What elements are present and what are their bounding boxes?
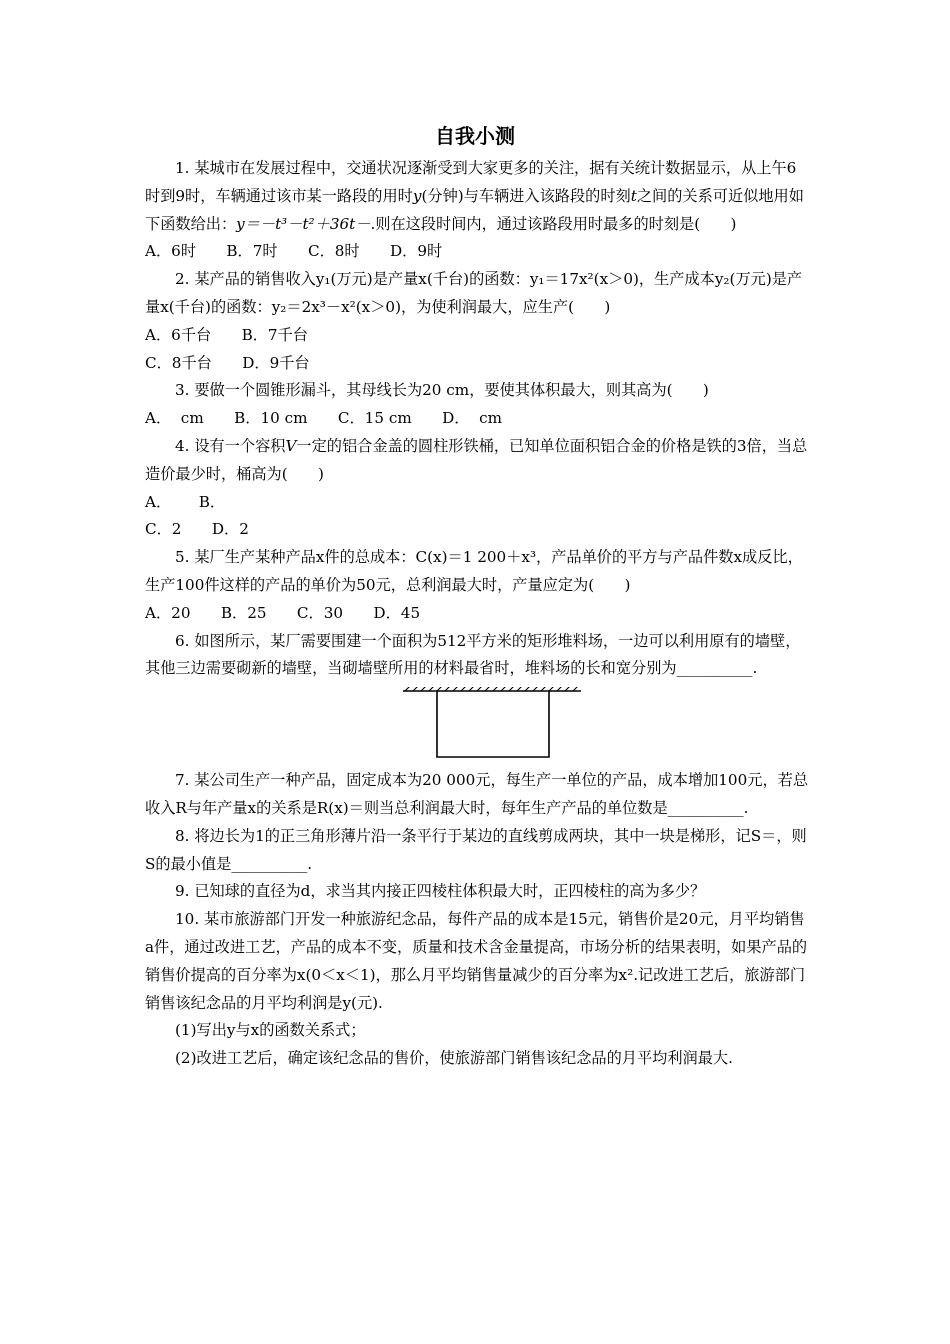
question-4-text-a: 4. 设有一个容积 xyxy=(175,436,286,455)
question-1-options: A．6时 B．7时 C．8时 D．9时 xyxy=(145,242,443,261)
new-walls-rectangle xyxy=(437,691,549,757)
question-2-options-row-1: A．6千台 B．7千台 xyxy=(145,325,308,344)
wall-rectangle-diagram xyxy=(403,687,583,761)
question-7: 7. 某公司生产一种产品，固定成本为20 000元，每生产一单位的产品，成本增加100元，若总收入R与年产量x的关系是R(x)＝则当总利润最大时，每年生产产品的单位数是__________. xyxy=(145,771,809,817)
question-9: 9. 已知球的直径为d，求当其内接正四棱柱体积最大时，正四棱柱的高为多少？ xyxy=(175,882,706,901)
question-list xyxy=(145,155,810,1073)
question-1-text-a: 1. 某城市在发展过程中，交通状况逐渐受到大家更多的关注，据有关统计数据显示，从上午6时到9时，车辆通过该市某一路段的用时 xyxy=(145,159,797,205)
question-1-text-d: .则在这段时间内，通过该路段用时最多的时刻是( ) xyxy=(370,214,737,233)
question-1-text-b: (分钟)与车辆进入该路段的时刻 xyxy=(421,186,631,205)
question-5-options: A．20 B．25 C．30 D．45 xyxy=(145,603,421,622)
question-6: 6. 如图所示，某厂需要围建一个面积为512平方米的矩形堆料场，一边可以利用原有的墙壁，其他三边需要砌新的墙壁，当砌墙壁所用的材料最省时，堆料场的长和宽分别为__________. xyxy=(145,631,801,678)
question-1-var-y: y xyxy=(412,186,422,205)
question-4-options-row-2: C．2 D．2 xyxy=(145,520,249,539)
question-4 xyxy=(145,433,810,489)
question-1 xyxy=(145,155,810,238)
question-10-part-2: (2)改进工艺后，确定该纪念品的售价，使旅游部门销售该纪念品的月平均利润最大. xyxy=(175,1049,733,1068)
question-2: 2. 某产品的销售收入y₁(万元)是产量x(千台)的函数：y₁＝17x²(x＞0)，生产成本y₂(万元)是产量x(千台)的函数：y₂＝2x³－x²(x＞0)，为使利润最大，应生产( ) xyxy=(145,270,803,316)
question-5: 5. 某厂生产某种产品x件的总成本：C(x)＝1 200＋x³，产品单价的平方与产品件数x成反比，生产100件这样的产品的单价为50元，总利润最大时，产量应定为( ) xyxy=(145,548,803,594)
question-1-formula: y＝－t³－t²＋36t－ xyxy=(236,214,371,233)
question-10: 10. 某市旅游部门开发一种旅游纪念品，每件产品的成本是15元，销售价是20元，月平均销售a件，通过改进工艺，产品的成本不变，质量和技术含金量提高，市场分析的结果表明，如果产品的销售价提高的百分率为x(0＜x＜1)，那么月平均销售量减少的百分率为x².记改进工艺后，旅游部门销售该纪念品的月平均利润是y(元). xyxy=(145,910,808,1012)
question-4-text-b: 一定的铝合金盖的圆柱形铁桶，已知单位面积铝合金的价格是铁的3倍，当总造价最少时，桶高为( ) xyxy=(145,436,808,483)
question-4-options-row-1: A． B． xyxy=(145,492,226,511)
page-title: 自我小测 xyxy=(435,124,515,148)
question-3: 3. 要做一个圆锥形漏斗，其母线长为20 cm，要使其体积最大，则其高为( ) xyxy=(175,381,709,400)
question-8: 8. 将边长为1的正三角形薄片沿一条平行于某边的直线剪成两块，其中一块是梯形，记S＝，则S的最小值是__________. xyxy=(145,826,807,873)
question-10-part-1: (1)写出y与x的函数关系式； xyxy=(175,1021,366,1040)
question-1-text-c: 之间的关系可近似地用如下函数给出： xyxy=(145,186,804,233)
question-1-var-t: t xyxy=(630,186,637,205)
question-4-var-v: V xyxy=(285,436,297,455)
question-3-options: A． cm B．10 cm C．15 cm D． cm xyxy=(145,409,503,428)
question-2-options-row-2: C．8千台 D．9千台 xyxy=(145,353,310,372)
